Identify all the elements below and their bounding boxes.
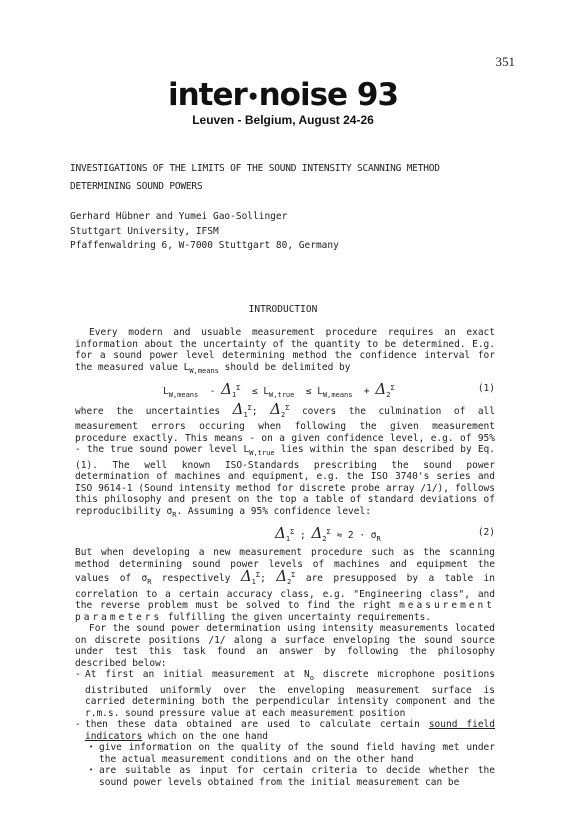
affiliation-line-1: Stuttgart University, IFSM — [70, 226, 219, 237]
author-affiliation — [70, 225, 339, 253]
title-line-2: DETERMINING SOUND POWERS — [70, 181, 203, 192]
equation-1 — [75, 379, 495, 401]
sub-list-item: • are suitable as input for certain criteria to decide whether the sound power levels obtained from the initial measurement can be — [89, 765, 495, 788]
affiliation-line-2: Pfaffenwaldring 6, W-7000 Stuttgart 80, Germany — [70, 240, 339, 251]
list-item: - then these data obtained are used to calculate certain sound field indicators which on the one hand • give information on the quality of the sound field having met under the actual measurement conditions and on the other hand • are suitable as input for certain criteria to decide whether the sound power levels obtained from the initial measurement can be — [75, 719, 495, 788]
conference-location: Leuven - Belgium, August 24-26 — [192, 113, 374, 127]
paragraph-3: But when developing a new measurement procedure such as the scanning method determining sound power levels of machines and equipment the values of $\sigma_R$ respectively $\Delta_1^\Sigma$; $\Delta_2^\Sigma$ are presupposed by a table in correlation to a certain accuracy class, e.g. "Engineering class", and the reverse problem must be solved to find the right measurement parameters fulfilling the given uncertainty requirements. — [75, 547, 495, 623]
logo-text-inter: inter — [167, 77, 247, 113]
equation-1-number: (1) — [477, 382, 495, 394]
equation-1-expression: $L_{W,means} - \Delta_1^\Sigma \le L_{W,true} \le L_{W,means} + \Delta_2^\Sigma$ — [163, 380, 395, 399]
procedure-list — [75, 669, 495, 788]
page-number: 351 — [495, 54, 515, 69]
logo-text-year: 93 — [356, 77, 399, 113]
sub-list — [85, 742, 495, 788]
conference-logo — [0, 77, 566, 113]
title-line-1: INVESTIGATIONS OF THE LIMITS OF THE SOUND INTENSITY SCANNING METHOD — [70, 163, 440, 174]
logo-text-noise: noise — [258, 77, 348, 113]
equation-2-expression: $\Delta_1^\Sigma$ ; $\Delta_2^\Sigma \approx 2 \cdot \sigma_R$ — [275, 524, 381, 544]
paragraph-2: where the uncertainties $\Delta_1^\Sigma$; $\Delta_2^\Sigma$ covers the culmination of all measurement errors occuring when following the given measurement procedure exactly. This means - on a given confidence level, e.g. of 95% - the true sound power level $L_{W,true}$ lies within the span described by Eq.(1). The well known ISO-Standards prescribing the sound power determination of machines and equipment, e.g. the ISO 3740's series and ISO 9614-1 (Sound intensity method for discrete probe array /1/), follows this philosophy and present on the top a table of standard deviations of reproducibility $\sigma_R$. Assuming a 95% confidence level: — [75, 400, 495, 519]
body-text — [75, 327, 495, 788]
sub-list-item: • give information on the quality of the sound field having met under the actual measurement conditions and on the other hand — [89, 742, 495, 765]
paper-title — [70, 160, 500, 196]
paragraph-1: Every modern and usuable measurement procedure requires an exact information about the uncertainty of the quantity to be determined. E.g. for a sound power level determining method the confidence interval for the measured value $L_{W,means}$ should be delimited by — [75, 327, 495, 375]
equation-2 — [75, 523, 495, 545]
paper-authors: Gerhard Hübner and Yumei Gao-Sollinger — [70, 211, 288, 222]
paragraph-4: For the sound power determination using intensity measurements located on discrete positions /1/ along a surface enveloping the sound source under test this task found an answer by following the philosophy described below: — [75, 623, 495, 669]
logo-dot: • — [246, 84, 259, 109]
list-item: - At first an initial measurement at $N_o$ discrete microphone positions distributed uniformly over the enveloping measurement surface is carried determining both the perpendicular intensity component and the r.m.s. sound pressure value at each measurement position — [75, 669, 495, 719]
section-heading: INTRODUCTION — [248, 304, 318, 315]
equation-2-number: (2) — [477, 527, 495, 539]
